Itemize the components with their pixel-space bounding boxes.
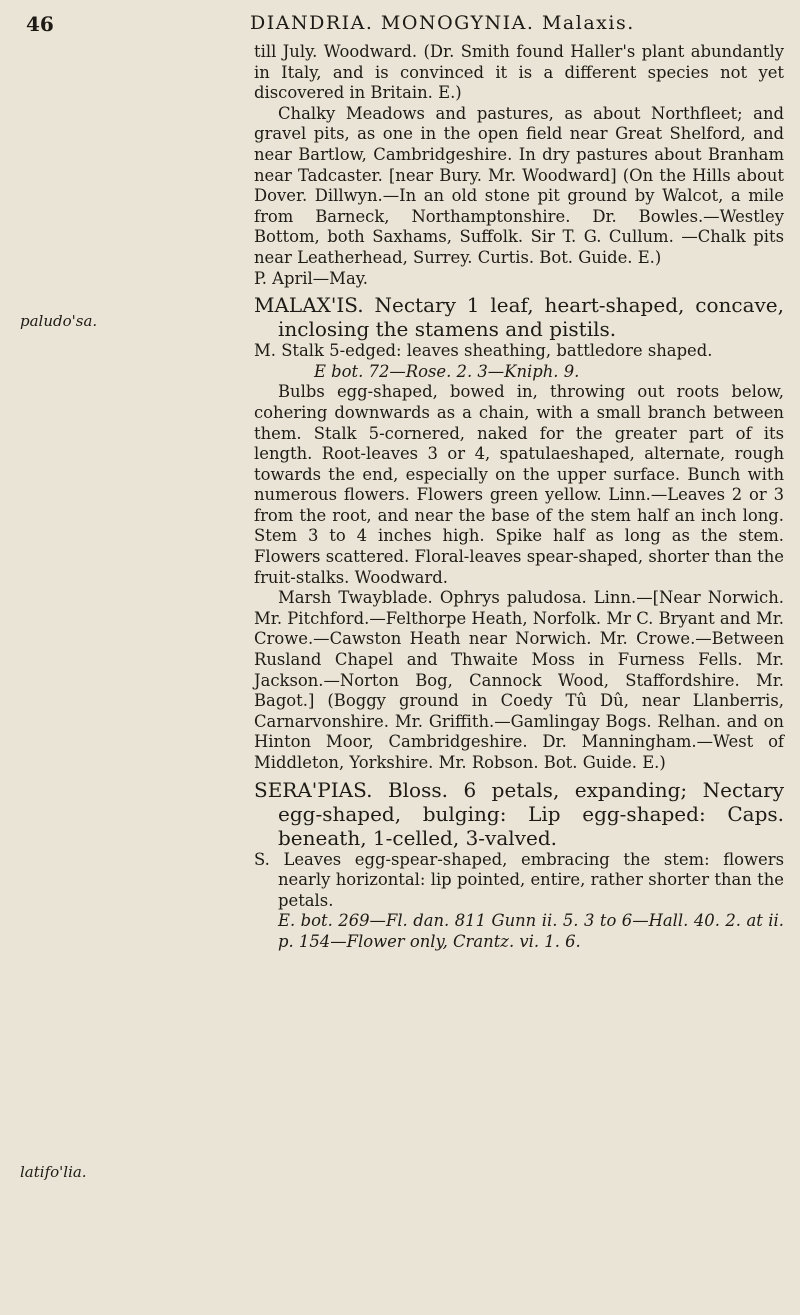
paragraph-continuation: till July. Woodward. (Dr. Smith found Haller's plant abundantly in Italy, and is convinced it is a different species not yet discovered in Britain. E.) (254, 42, 784, 103)
species-malaxis-description: M. Stalk 5-edged: leaves sheathing, battledore shaped. (254, 341, 713, 361)
genus-malaxis-heading: MALAX'IS. Nectary 1 leaf, heart-shaped, concave, inclosing the stamens and pistils. (254, 293, 784, 342)
margin-species-paludosa: paludo'sa. (20, 312, 98, 330)
marsh-twayblade-localities: Marsh Twayblade. Ophrys paludosa. Linn.—[Near Norwich. Mr. Pitchford.—Felthorpe Heath, Norfolk. Mr C. Bryant and Mr. Crowe.—Cawston Heath near Norwich. Mr. Crowe.—Between Rusland Chapel and Thwaite Moss in Furness Fells. Mr. Jackson.—Norton Bog, Cannock Wood, Staffordshire. Mr. Bagot.] (Boggy ground in Coedy Tû Dû, near Llanberris, Carnarvonshire. Mr. Griffith.—Gamlingay Bogs. Relhan. and on Hinton Moor, Cambridgeshire. Dr. Manningham.—West of Middleton, Yorkshire. Mr. Robson. Bot. Guide. E.) (254, 588, 784, 772)
page-body (254, 42, 784, 953)
running-head: DIANDRIA. MONOGYNIA. Malaxis. (250, 12, 635, 34)
malaxis-references: E bot. 72—Rose. 2. 3—Kniph. 9. (314, 361, 580, 381)
flowering-time: P. April—May. (254, 268, 369, 288)
genus-serapias-heading: SERA'PIAS. Bloss. 6 petals, expanding; Nectary egg-shaped, bulging: Lip egg-shaped: Caps. beneath, 1-celled, 3-valved. (254, 777, 784, 850)
margin-species-latifolia: latifo'lia. (20, 1163, 87, 1181)
malaxis-detailed-description: Bulbs egg-shaped, bowed in, throwing out roots below, cohering downwards as a chain, with a small branch between them. Stalk 5-cornered, naked for the greater part of its length. Root-leaves 3 or 4, spatulaeshaped, alternate, rough towards the end, especially on the upper surface. Bunch with numerous flowers. Flowers green yellow. Linn.—Leaves 2 or 3 from the root, and near the base of the stem half an inch long. Stem 3 to 4 inches high. Spike half as long as the stem. Flowers scattered. Floral-leaves spear-shaped, shorter than the fruit-stalks. Woodward. (254, 382, 784, 587)
page-header (0, 10, 800, 44)
serapias-references: E. bot. 269—Fl. dan. 811 Gunn ii. 5. 3 to 6—Hall. 40. 2. at ii. p. 154—Flower only, Crantz. vi. 1. 6. (278, 911, 784, 951)
paragraph-habitat-localities: Chalky Meadows and pastures, as about Northfleet; and gravel pits, as one in the open field near Great Shelford, and near Bartlow, Cambridgeshire. In dry pastures about Branham near Tadcaster. [near Bury. Mr. Woodward] (On the Hills about Dover. Dillwyn.—In an old stone pit ground by Walcot, a mile from Barneck, Northamptonshire. Dr. Bowles.—Westley Bottom, both Saxhams, Suffolk. Sir T. G. Cullum. —Chalk pits near Leatherhead, Surrey. Curtis. Bot. Guide. E.) (254, 103, 784, 267)
page-number: 46 (26, 12, 54, 36)
species-serapias-description: S. Leaves egg-spear-shaped, embracing the stem: flowers nearly horizontal: lip pointed, entire, rather shorter than the petals. (254, 849, 784, 910)
